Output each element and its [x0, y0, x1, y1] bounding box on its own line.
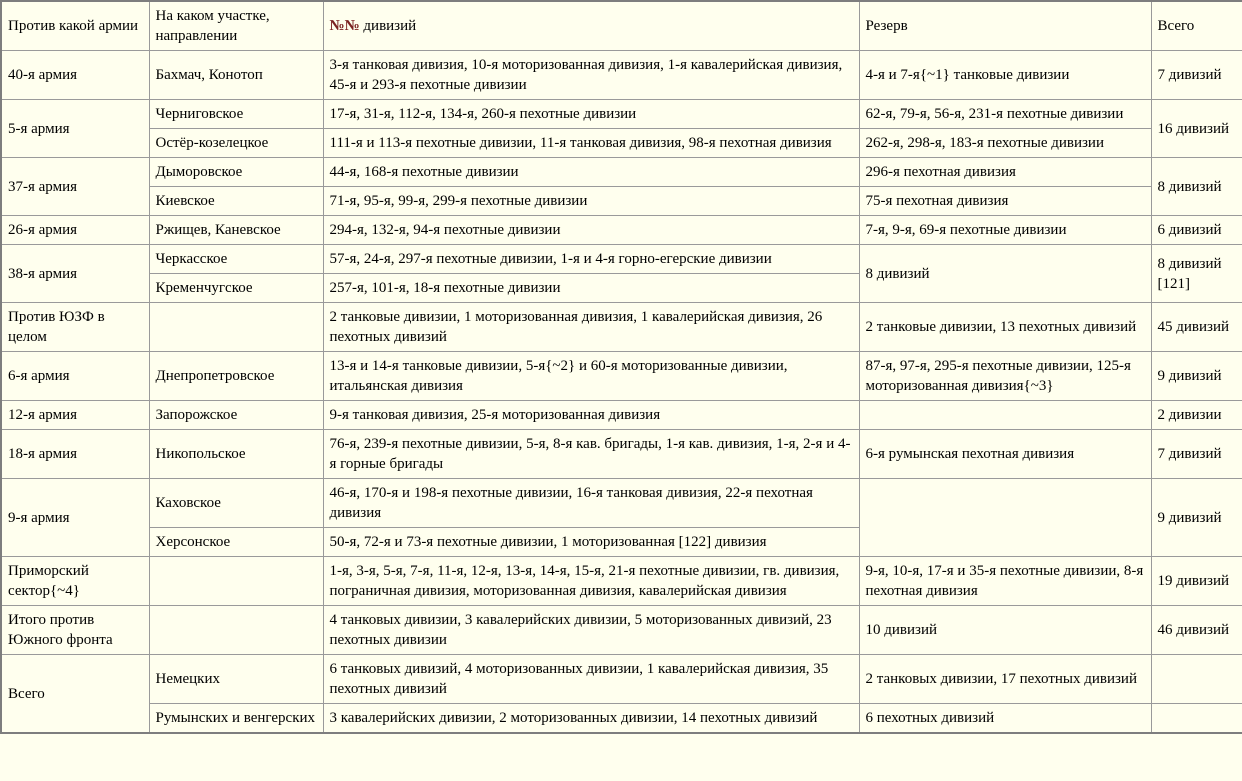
cell-total: 2 дивизии — [1151, 401, 1242, 430]
cell-divisions: 44-я, 168-я пехотные дивизии — [323, 158, 859, 187]
cell-sector: Днепропетровское — [149, 352, 323, 401]
cell-divisions: 4 танковых дивизии, 3 кавалерийских дивизии, 5 моторизованных дивизий, 23 пехотных дивизии — [323, 606, 859, 655]
table-header — [1, 1, 1242, 51]
cell-army: 6-я армия — [1, 352, 149, 401]
cell-reserve: 10 дивизий — [859, 606, 1151, 655]
col-header-army: Против какой армии — [1, 1, 149, 51]
header-row — [1, 1, 1242, 51]
table-row — [1, 704, 1242, 734]
cell-army: 38-я армия — [1, 245, 149, 303]
cell-sector: Каховское — [149, 479, 323, 528]
table-row — [1, 606, 1242, 655]
cell-reserve: 296-я пехотная дивизия — [859, 158, 1151, 187]
cell-reserve: 2 танковые дивизии, 13 пехотных дивизий — [859, 303, 1151, 352]
cell-divisions: 50-я, 72-я и 73-я пехотные дивизии, 1 моторизованная [122] дивизия — [323, 528, 859, 557]
cell-army: 18-я армия — [1, 430, 149, 479]
cell-army: 37-я армия — [1, 158, 149, 216]
cell-sector: Черниговское — [149, 100, 323, 129]
table-row — [1, 245, 1242, 274]
col-header-reserve: Резерв — [859, 1, 1151, 51]
cell-sector: Ржищев, Каневское — [149, 216, 323, 245]
cell-divisions: 76-я, 239-я пехотные дивизии, 5-я, 8-я кав. бригады, 1-я кав. дивизия, 1-я, 2-я и 4-я горные бригады — [323, 430, 859, 479]
table-row — [1, 655, 1242, 704]
numero-sign: №№ — [329, 18, 360, 34]
cell-divisions: 111-я и 113-я пехотные дивизии, 11-я танковая дивизия, 98-я пехотная дивизия — [323, 129, 859, 158]
table-row — [1, 129, 1242, 158]
cell-total: 6 дивизий — [1151, 216, 1242, 245]
table-row — [1, 158, 1242, 187]
cell-divisions: 6 танковых дивизий, 4 моторизованных дивизии, 1 кавалерийская дивизия, 35 пехотных дивизий — [323, 655, 859, 704]
col-header-divisions-label: дивизий — [359, 18, 417, 34]
cell-total: 46 дивизий — [1151, 606, 1242, 655]
table-row — [1, 51, 1242, 100]
col-header-sector: На каком участке, направлении — [149, 1, 323, 51]
table-row — [1, 187, 1242, 216]
cell-divisions: 17-я, 31-я, 112-я, 134-я, 260-я пехотные дивизии — [323, 100, 859, 129]
cell-total — [1151, 704, 1242, 734]
cell-sector: Румынских и венгерских — [149, 704, 323, 734]
cell-sector — [149, 606, 323, 655]
cell-divisions: 46-я, 170-я и 198-я пехотные дивизии, 16-я танковая дивизия, 22-я пехотная дивизия — [323, 479, 859, 528]
col-header-divisions — [323, 1, 859, 51]
cell-reserve: 2 танковых дивизии, 17 пехотных дивизий — [859, 655, 1151, 704]
cell-army: Всего — [1, 655, 149, 734]
cell-total: 8 дивизий [121] — [1151, 245, 1242, 303]
cell-divisions: 3-я танковая дивизия, 10-я моторизованная дивизия, 1-я кавалерийская дивизия, 45-я и 293-я пехотные дивизии — [323, 51, 859, 100]
cell-sector: Запорожское — [149, 401, 323, 430]
cell-reserve — [859, 479, 1151, 557]
cell-total: 45 дивизий — [1151, 303, 1242, 352]
cell-divisions: 257-я, 101-я, 18-я пехотные дивизии — [323, 274, 859, 303]
cell-army: 12-я армия — [1, 401, 149, 430]
cell-reserve: 8 дивизий — [859, 245, 1151, 303]
table-row — [1, 557, 1242, 606]
cell-divisions: 71-я, 95-я, 99-я, 299-я пехотные дивизии — [323, 187, 859, 216]
cell-sector: Черкасское — [149, 245, 323, 274]
cell-divisions: 57-я, 24-я, 297-я пехотные дивизии, 1-я и 4-я горно-егерские дивизии — [323, 245, 859, 274]
cell-reserve: 262-я, 298-я, 183-я пехотные дивизии — [859, 129, 1151, 158]
table-body — [1, 51, 1242, 734]
cell-total: 7 дивизий — [1151, 430, 1242, 479]
table-row — [1, 430, 1242, 479]
cell-total: 7 дивизий — [1151, 51, 1242, 100]
cell-sector — [149, 557, 323, 606]
cell-total: 9 дивизий — [1151, 479, 1242, 557]
col-header-total: Всего — [1151, 1, 1242, 51]
cell-total: 9 дивизий — [1151, 352, 1242, 401]
cell-reserve: 9-я, 10-я, 17-я и 35-я пехотные дивизии, 8-я пехотная дивизия — [859, 557, 1151, 606]
table-row — [1, 352, 1242, 401]
table-row — [1, 303, 1242, 352]
table-row — [1, 216, 1242, 245]
cell-sector: Бахмач, Конотоп — [149, 51, 323, 100]
cell-sector: Кременчугское — [149, 274, 323, 303]
cell-divisions: 3 кавалерийских дивизии, 2 моторизованных дивизии, 14 пехотных дивизий — [323, 704, 859, 734]
table-row — [1, 100, 1242, 129]
cell-sector: Остёр-козелецкое — [149, 129, 323, 158]
table-row — [1, 479, 1242, 528]
cell-sector: Дыморовское — [149, 158, 323, 187]
cell-reserve: 6 пехотных дивизий — [859, 704, 1151, 734]
cell-reserve: 4-я и 7-я{~1} танковые дивизии — [859, 51, 1151, 100]
cell-reserve: 75-я пехотная дивизия — [859, 187, 1151, 216]
cell-divisions: 294-я, 132-я, 94-я пехотные дивизии — [323, 216, 859, 245]
cell-divisions: 2 танковые дивизии, 1 моторизованная дивизия, 1 кавалерийская дивизия, 26 пехотных дивизий — [323, 303, 859, 352]
cell-army: 9-я армия — [1, 479, 149, 557]
cell-reserve: 87-я, 97-я, 295-я пехотные дивизии, 125-я моторизованная дивизия{~3} — [859, 352, 1151, 401]
cell-total: 8 дивизий — [1151, 158, 1242, 216]
cell-sector — [149, 303, 323, 352]
cell-army: 26-я армия — [1, 216, 149, 245]
table-row — [1, 401, 1242, 430]
cell-total — [1151, 655, 1242, 704]
cell-reserve: 6-я румынская пехотная дивизия — [859, 430, 1151, 479]
cell-total: 16 дивизий — [1151, 100, 1242, 158]
cell-total: 19 дивизий — [1151, 557, 1242, 606]
cell-divisions: 9-я танковая дивизия, 25-я моторизованная дивизия — [323, 401, 859, 430]
cell-army: Против ЮЗФ в целом — [1, 303, 149, 352]
cell-reserve — [859, 401, 1151, 430]
cell-reserve: 62-я, 79-я, 56-я, 231-я пехотные дивизии — [859, 100, 1151, 129]
cell-divisions: 1-я, 3-я, 5-я, 7-я, 11-я, 12-я, 13-я, 14-я, 15-я, 21-я пехотные дивизии, гв. дивизия, пограничная дивизия, моторизованная дивизия, кавалерийская дивизия — [323, 557, 859, 606]
cell-army: 5-я армия — [1, 100, 149, 158]
cell-reserve: 7-я, 9-я, 69-я пехотные дивизии — [859, 216, 1151, 245]
cell-army: Итого против Южного фронта — [1, 606, 149, 655]
cell-sector: Киевское — [149, 187, 323, 216]
cell-army: 40-я армия — [1, 51, 149, 100]
cell-sector: Херсонское — [149, 528, 323, 557]
cell-sector: Никопольское — [149, 430, 323, 479]
cell-divisions: 13-я и 14-я танковые дивизии, 5-я{~2} и 60-я моторизованные дивизии, итальянская дивизия — [323, 352, 859, 401]
cell-sector: Немецких — [149, 655, 323, 704]
cell-army: Приморский сектор{~4} — [1, 557, 149, 606]
